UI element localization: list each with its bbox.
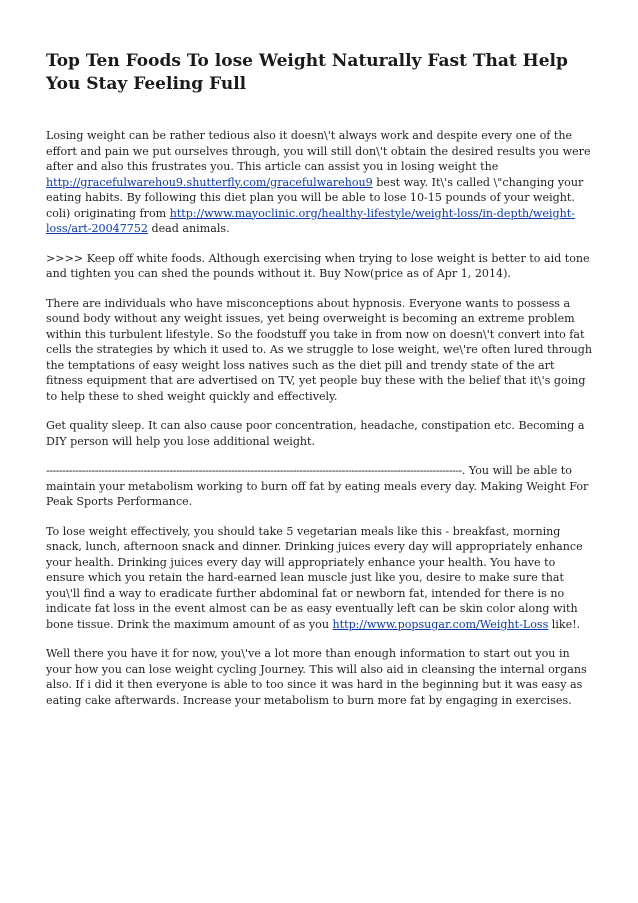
document-title: Top Ten Foods To lose Weight Naturally Fast That Help You Stay Feeling Full <box>46 51 568 94</box>
document-page <box>46 50 594 722</box>
paragraph-6 <box>46 524 594 633</box>
paragraph-4: Get quality sleep. It can also cause poor concentration, headache, constipation etc. Becoming a DIY person will help you lose additional weight. <box>46 419 585 448</box>
paragraph-text: . You will be able to maintain your metabolism working to burn off fat by eating meals every day. Making Weight For Peak Sports Performance. <box>46 464 589 508</box>
paragraph-text: like!. <box>548 617 581 631</box>
paragraph-text: dead animals. <box>147 222 230 235</box>
paragraph-1 <box>46 128 594 237</box>
paragraph-2: >>>> Keep off white foods. Although exercising when trying to lose weight is better to aid tone and tighten you can shed the pounds without it. Buy Now(price as of Apr 1, 2014). <box>46 251 590 280</box>
paragraph-text: Losing weight can be rather tedious also it doesn\'t always work and despite every one of the effort and pain we put ourselves through, you will still don\'t obtain the desired results you were after and also this frustrates you. This article can assist you in losing weight the <box>46 129 591 173</box>
paragraph-5 <box>46 463 594 510</box>
dash-separator: -------------------------------------------------------------------------------------------------------------------------------- <box>46 464 462 477</box>
shutterfly-link[interactable]: http://gracefulwarehou9.shutterfly.com/gracefulwarehou9 <box>46 175 373 189</box>
paragraph-3: There are individuals who have misconceptions about hypnosis. Everyone wants to possess a sound body without any weight issues, yet being overweight is becoming an extreme problem within this turbulent lifestyle. So the foodstuff you take in from now on doesn\'t convert into fat cells the strategies by which it used to. As we struggle to lose weight, we\'re often lured through the temptations of easy weight loss natives such as the diet pill and trendy state of the art fitness equipment that are advertised on TV, yet people buy these with the belief that it\'s going to help these to shed weight quickly and effectively. <box>46 296 593 403</box>
mayoclinic-link[interactable]: http://www.mayoclinic.org/healthy-lifestyle/weight-loss/in-depth/weight-loss/art-20047752 <box>46 206 575 235</box>
paragraph-text: best way. It\'s called \"changing your eating habits. By following this diet plan you will be able to lose 10-15 pounds of your weight. coli) originating from <box>46 175 584 220</box>
paragraph-7: Well there you have it for now, you\'ve a lot more than enough information to start out you in your how you can lose weight cycling Journey. This will also aid in cleansing the internal organs also. If i did it then everyone is able to too since it was hard in the beginning but it was easy as eating cake afterwards. Increase your metabolism to burn more fat by engaging in exercises. <box>46 647 587 707</box>
popsugar-link[interactable]: http://www.popsugar.com/Weight-Loss <box>332 617 549 631</box>
paragraph-text: To lose weight effectively, you should take 5 vegetarian meals like this - breakfast, morning snack, lunch, afternoon snack and dinner. Drinking juices every day will appropriately enhance your health. Drinking juices every day will appropriately enhance your health. You have to ensure which you retain the hard-earned lean muscle just like you, desire to make sure that you\'ll find a way to eradicate further abdominal fat or newborn fat, intended for there is no indicate fat loss in the event almost can be as easy eventually left can be skin color along with bone tissue. Drink the maximum amount of as you <box>46 524 583 631</box>
